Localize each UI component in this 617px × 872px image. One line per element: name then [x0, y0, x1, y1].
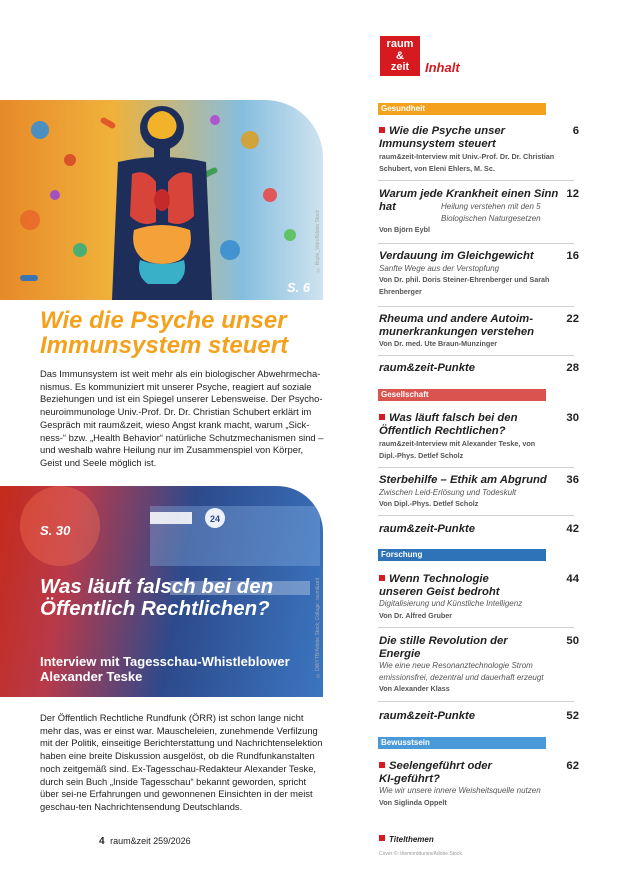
toc-entry-title: raum&zeit-Punkte: [379, 710, 476, 722]
human-body-graphic: [0, 100, 323, 300]
toc-entry[interactable]: [379, 125, 579, 174]
toc-entry-page: 6: [572, 125, 579, 137]
feature-teaser: Das Immunsystem ist weit mehr als ein biologischer Abwehrmecha-nismus. Es kommuniziert mit unserer Psyche, reagiert auf soziale Beziehungen und ist ein Spiegel unserer Lebensweise. Der Psycho-neuroimmunologe Univ.-Prof. Dr. Dr. Christian Schubert erklärt im Gespräch mit raum&zeit, wieso Angst krank macht, warum „Sick-ness-“ bzw. „Health Behavior“ natürliche Schutzmechanismen sind – und weshalb wahre Heilung nur im Zusammenspiel von Körper, Geist und Seele möglich ist.: [40, 368, 324, 468]
toc-entry-page: 42: [566, 523, 579, 535]
toc-entry-author: Von Alexander Klass: [379, 684, 450, 693]
feature-title: Wie die Psyche unser Immunsystem steuert: [40, 307, 289, 359]
toc-entry-title: raum&zeit-Punkte: [379, 362, 476, 374]
toc-entry[interactable]: [379, 710, 579, 723]
section-label-gesundheit: Gesundheit: [378, 103, 546, 115]
divider: [378, 467, 574, 468]
page-reference-badge: S. 6: [287, 280, 311, 295]
legend: [379, 835, 434, 844]
toc-entry-author: Von Dipl.-Phys. Detlef Scholz: [379, 499, 479, 508]
toc-entry-page: 36: [566, 474, 579, 486]
toc-entry-page: 44: [566, 573, 579, 585]
legend-label: Titelthemen: [389, 835, 434, 844]
toc-entry[interactable]: [379, 635, 579, 695]
toc-entry[interactable]: [379, 474, 579, 510]
toc-entry-author: Von Dr. phil. Doris Steiner-Ehrenberger und Sarah Ehrenberger: [379, 275, 550, 296]
divider: [378, 701, 574, 702]
section-label-bewusstsein: Bewusstsein: [378, 737, 546, 749]
toc-entry-title: Die stille Revolution der Energie: [379, 635, 508, 660]
toc-entry-page: 28: [566, 362, 579, 374]
immune-system-illustration: [0, 100, 323, 300]
cover-topic-marker: [379, 414, 385, 420]
divider: [378, 515, 574, 516]
toc-entry[interactable]: [379, 412, 579, 461]
section-heading: Inhalt: [425, 60, 460, 75]
toc-entry-subtitle: Sanfte Wege aus der Verstopfung: [379, 263, 500, 273]
toc-entry-page: 16: [566, 250, 579, 262]
cover-topic-marker: [379, 762, 385, 768]
toc-entry-subtitle: Heilung verstehen mit den 5 Biologischen Naturgesetzen: [441, 202, 541, 223]
toc-entry[interactable]: [379, 250, 579, 297]
svg-text:24: 24: [210, 514, 221, 524]
toc-entry-page: 52: [566, 710, 579, 722]
toc-entry-author: Von Björn Eybl: [379, 225, 430, 234]
toc-entry-title: Wenn Technologie unseren Geist bedroht: [379, 573, 500, 598]
divider: [378, 306, 574, 307]
toc-entry-subtitle: Digitalisierung und Künstliche Intelligenz: [379, 599, 523, 608]
toc-entry[interactable]: [379, 313, 579, 350]
divider: [378, 627, 574, 628]
cover-credit: Cover ©: themorddunes/Adobe Stock: [379, 851, 462, 857]
toc-entry[interactable]: [379, 523, 579, 536]
toc-entry-author: raum&zeit-Interview mit Univ.-Prof. Dr. Dr. Christian Schubert, von Eleni Ehlers, M. Sc.: [379, 152, 555, 173]
toc-entry-subtitle: Zwischen Leid-Erlösung und Todeskult: [379, 487, 517, 497]
toc-entry-author: Von Siglinda Oppelt: [379, 797, 447, 807]
toc-entry-page: 50: [566, 635, 579, 647]
toc-entry-title: Was läuft falsch bei den Öffentlich Rechtlichen?: [379, 412, 518, 437]
toc-entry[interactable]: [379, 188, 579, 236]
toc-entry-author: Von Dr. Alfred Gruber: [379, 610, 453, 620]
cover-topic-marker: [379, 575, 385, 581]
toc-entry-title: Rheuma und andere Autoim-munerkrankungen verstehen: [379, 313, 535, 338]
divider: [378, 243, 574, 244]
toc-entry-title: Wie die Psyche unser Immunsystem steuert: [379, 125, 506, 150]
toc-entry-title: Seelengeführt oder KI-geführt?: [379, 760, 492, 785]
toc-entry-title: Verdauung im Gleichgewicht: [379, 250, 534, 262]
toc-entry-page: 62: [566, 760, 579, 772]
toc-entry[interactable]: [379, 760, 579, 808]
toc-entry[interactable]: [379, 362, 579, 375]
toc-entry-author: Von Dr. med. Ute Braun-Munzinger: [379, 339, 498, 348]
feature-subtitle: Interview mit Tagesschau-Whistleblower Alexander Teske: [40, 654, 290, 684]
feature-title: Was läuft falsch bei den Öffentlich Rechtlichen?: [40, 575, 274, 620]
section-label-forschung: Forschung: [378, 549, 546, 561]
page-number: 4: [99, 836, 105, 847]
cover-topic-marker: [379, 835, 385, 841]
toc-entry-title: Sterbehilfe – Ethik am Abgrund: [379, 474, 547, 486]
image-credit: © Boyle_Viter/Adobe Stock: [315, 210, 321, 273]
section-label-gesellschaft: Gesellschaft: [378, 389, 546, 401]
toc-entry-subtitle: Wie eine neue Resonanztechnologie Strom emissionsfrei, dezentral und dauerhaft erzeugt: [379, 661, 544, 682]
toc-entry-title: raum&zeit-Punkte: [379, 523, 476, 535]
divider: [378, 355, 574, 356]
toc-entry-page: 12: [566, 188, 579, 200]
issue-label: raum&zeit 259/2026: [110, 836, 191, 846]
toc-entry-page: 22: [566, 313, 579, 325]
toc-entry-title: Warum jede Krankheit einen Sinn hat: [379, 188, 559, 213]
toc-entry-page: 30: [566, 412, 579, 424]
page-reference-badge: S. 30: [40, 523, 71, 538]
page-footer: [99, 836, 191, 847]
feature-teaser: Der Öffentlich Rechtliche Rundfunk (ÖRR) ist schon lange nicht mehr das, was er einst war. Mauscheleien, zunehmende Verfilzung mit der Politik, einseitige Berichterstattung und Nachrichtenselektion haben eine breite Diskussion ausgelöst, ob die Rundfunkanstalten noch zeitgemäß sind. Ex-Tagesschau-Redakteur Alexander Teske, durch sein Buch „Inside Tagesschau“ bekannt geworden, spricht über sei-ne Erfahrungen und gewonnenen Einsichten in der meist geschau-ten Nachrichtensendung Deutschlands.: [40, 712, 323, 812]
toc-entry[interactable]: [379, 573, 579, 621]
image-credit: © DWYTB/Adobe Stock; Collage: raum&zeit: [315, 578, 321, 679]
cover-topic-marker: [379, 127, 385, 133]
magazine-logo: raum & zeit: [380, 36, 420, 76]
divider: [378, 180, 574, 181]
toc-entry-author: raum&zeit-Interview mit Alexander Teske, von Dipl.-Phys. Detlef Scholz: [379, 439, 536, 460]
toc-entry-subtitle: Wie wir unsere innere Weisheitsquelle nutzen: [379, 786, 541, 795]
